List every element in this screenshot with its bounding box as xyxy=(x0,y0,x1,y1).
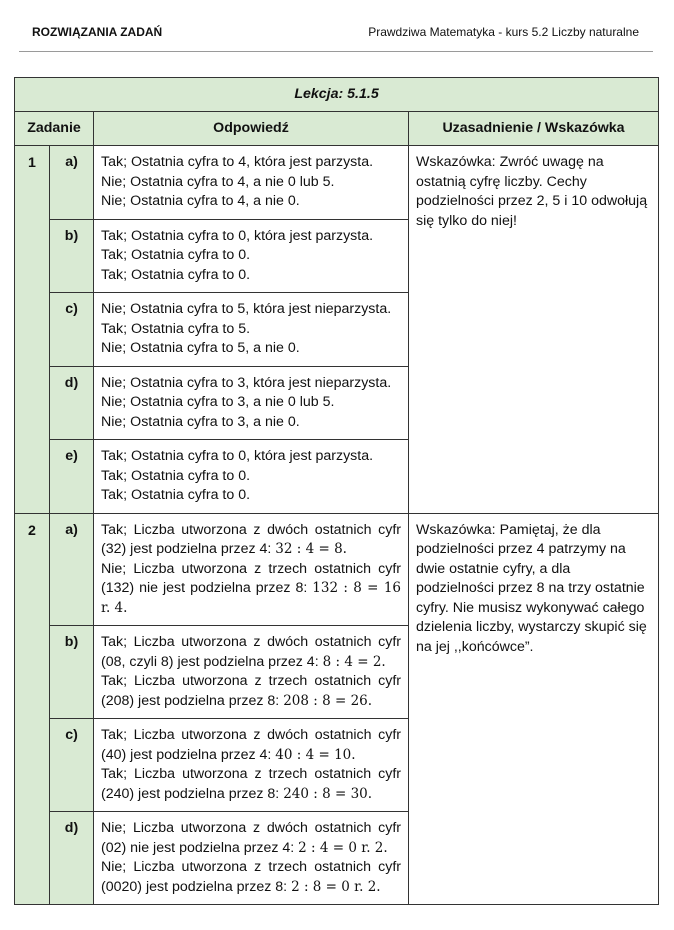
answer-line: Tak; Ostatnia cyfra to 4, która jest parzysta. xyxy=(101,154,374,170)
answer-line: Tak; Ostatnia cyfra to 0, która jest parzysta. xyxy=(101,227,374,244)
answer-text: Nie; Liczba utworzona z dwóch ostatnich cyfr (02) nie jest podzielna przez 4: xyxy=(101,820,401,856)
math-expression: 8 : 4 = 2. xyxy=(322,653,386,670)
subtask-label: d) xyxy=(50,812,94,905)
answer-line: Nie; Ostatnia cyfra to 3, a nie 0. xyxy=(101,413,300,430)
answer-paragraph xyxy=(101,521,401,560)
column-header-task: Zadanie xyxy=(15,112,94,146)
answer-cell xyxy=(94,812,409,905)
subtask-label: c) xyxy=(50,293,94,367)
math-expression: 240 : 8 = 30. xyxy=(283,785,373,802)
subtask-label: b) xyxy=(50,626,94,719)
answer-paragraph xyxy=(101,726,401,765)
answer-line: Nie; Ostatnia cyfra to 3, a nie 0 lub 5. xyxy=(101,394,335,410)
answer-line: Nie; Ostatnia cyfra to 5, która jest nieparzysta. xyxy=(101,301,392,317)
answer-text: Tak; Liczba utworzona z trzech ostatnich cyfr (208) jest podzielna przez 8: xyxy=(101,673,401,709)
answer-line: Nie; Ostatnia cyfra to 4, a nie 0. xyxy=(101,193,300,209)
answer-text: Tak; Liczba utworzona z trzech ostatnich cyfr (240) jest podzielna przez 8: xyxy=(101,766,401,802)
answer-line: Tak; Ostatnia cyfra to 5. xyxy=(101,320,251,337)
answer-paragraph xyxy=(101,560,401,619)
subtask-label: a) xyxy=(50,513,94,626)
lesson-title: Lekcja: 5.1.5 xyxy=(15,78,659,112)
answer-cell xyxy=(94,440,409,514)
solutions-table xyxy=(14,77,659,905)
answer-cell xyxy=(94,366,409,440)
answer-cell xyxy=(94,146,409,220)
subtask-label: d) xyxy=(50,366,94,440)
hint-cell: Wskazówka: Pamiętaj, że dla podzielności przez 4 patrzymy na dwie ostatnie cyfry, a dla podzielności przez 8 na trzy ostatnie cyfry. Nie musisz wykonywać całego dzielenia liczby, wystarczy skupić się na jej ,,końcówce”. xyxy=(409,513,659,905)
answer-text: Tak; Liczba utworzona z dwóch ostatnich cyfr (08, czyli 8) jest podzielna przez 4: xyxy=(101,634,401,670)
column-header-hint: Uzasadnienie / Wskazówka xyxy=(409,112,659,146)
header-course-title: Prawdziwa Matematyka - kurs 5.2 Liczby naturalne xyxy=(368,25,639,39)
subtask-label: b) xyxy=(50,219,94,293)
math-expression: 132 : 8 = 16 r. 4. xyxy=(101,580,401,616)
math-expression: 32 : 4 = 8. xyxy=(275,541,347,557)
task-number: 1 xyxy=(15,146,50,514)
answer-line: Tak; Ostatnia cyfra to 0. xyxy=(101,467,251,484)
answer-cell xyxy=(94,626,409,719)
answer-text: Tak; Liczba utworzona z dwóch ostatnich cyfr (40) jest podzielna przez 4: xyxy=(101,727,401,763)
math-expression: 2 : 4 = 0 r. 2. xyxy=(298,839,388,856)
answer-paragraph xyxy=(101,765,401,804)
subtask-label: a) xyxy=(50,146,94,220)
answer-cell xyxy=(94,293,409,367)
answer-line: Tak; Ostatnia cyfra to 0. xyxy=(101,247,251,263)
answer-paragraph xyxy=(101,858,401,897)
answer-text: Nie; Liczba utworzona z trzech ostatnich cyfr (0020) jest podzielna przez 8: xyxy=(101,859,401,895)
answer-cell xyxy=(94,513,409,626)
answer-line: Nie; Ostatnia cyfra to 3, która jest nieparzysta. xyxy=(101,374,392,391)
answer-line: Tak; Ostatnia cyfra to 0. xyxy=(101,487,251,503)
math-expression: 40 : 4 = 10. xyxy=(275,746,356,763)
column-header-answer: Odpowiedź xyxy=(94,112,409,146)
answer-paragraph xyxy=(101,672,401,711)
math-expression: 2 : 8 = 0 r. 2. xyxy=(291,878,381,895)
answer-line: Tak; Ostatnia cyfra to 0, która jest parzysta. xyxy=(101,448,374,464)
answer-cell xyxy=(94,219,409,293)
hint-cell: Wskazówka: Zwróć uwagę na ostatnią cyfrę liczby. Cechy podzielności przez 2, 5 i 10 odwołują się tylko do niej! xyxy=(409,146,659,514)
answer-paragraph xyxy=(101,633,401,672)
answer-paragraph xyxy=(101,819,401,858)
answer-line: Nie; Ostatnia cyfra to 5, a nie 0. xyxy=(101,340,300,356)
math-expression: 208 : 8 = 26. xyxy=(283,692,373,709)
task-number: 2 xyxy=(15,513,50,905)
answer-line: Tak; Ostatnia cyfra to 0. xyxy=(101,266,251,283)
answer-text: Nie; Liczba utworzona z trzech ostatnich cyfr (132) nie jest podzielna przez 8: xyxy=(101,560,401,596)
header-section-title: ROZWIĄZANIA ZADAŃ xyxy=(32,25,163,39)
answer-cell xyxy=(94,719,409,812)
header-divider xyxy=(19,51,653,52)
answer-text: Tak; Liczba utworzona z dwóch ostatnich cyfr (32) jest podzielna przez 4: xyxy=(101,521,401,557)
subtask-label: e) xyxy=(50,440,94,514)
subtask-label: c) xyxy=(50,719,94,812)
answer-line: Nie; Ostatnia cyfra to 4, a nie 0 lub 5. xyxy=(101,173,335,190)
